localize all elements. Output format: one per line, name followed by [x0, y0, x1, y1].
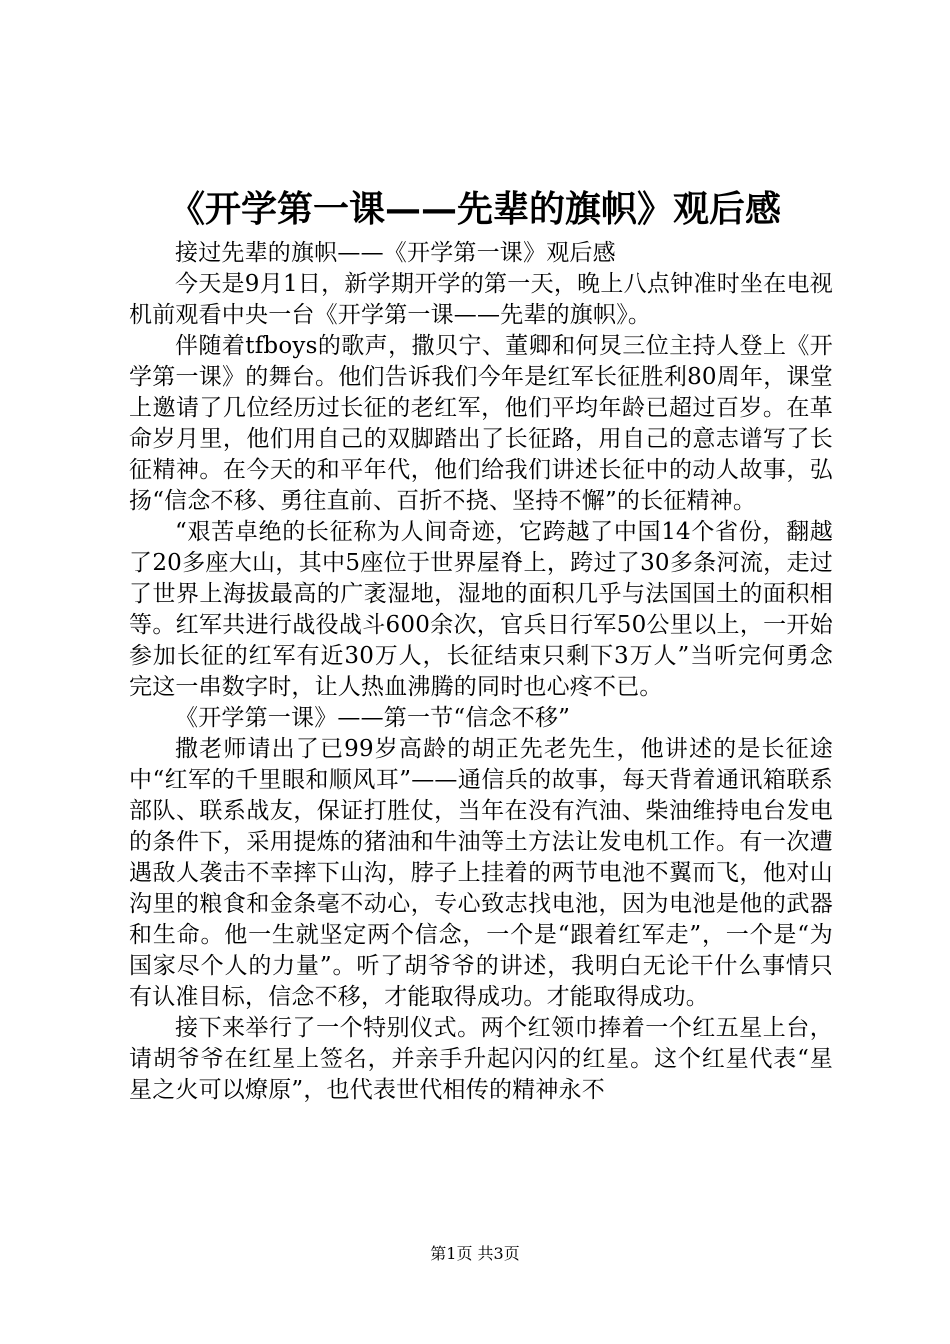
paragraph: 接下来举行了一个特别仪式。两个红领巾捧着一个红五星上台，请胡爷爷在红星上签名，并亲手升起闪闪的红星。这个红星代表“星星之火可以燎原”，也代表世代相传的精神永不 — [129, 1015, 833, 1103]
page-number-footer: 第1页 共3页 — [430, 1244, 520, 1263]
paragraph: 伴随着tfboys的歌声，撒贝宁、董卿和何炅三位主持人登上《开学第一课》的舞台。他们告诉我们今年是红军长征胜利80周年，课堂上邀请了几位经历过长征的老红军，他们平均年龄已超过百岁。在革命岁月里，他们用自己的双脚踏出了长征路，用自己的意志谱写了长征精神。在今天的和平年代，他们给我们讲述长征中的动人故事，弘扬“信念不移、勇往直前、百折不挠、坚持不懈”的长征精神。 — [129, 333, 833, 514]
section-heading: 《开学第一课》——第一节“信念不移” — [175, 705, 571, 731]
paragraph: “艰苦卓绝的长征称为人间奇迹，它跨越了中国14个省份，翻越了20多座大山，其中5座位于世界屋脊上，跨过了30多条河流，走过了世界上海拔最高的广袤湿地，湿地的面积几乎与法国国土的面积相等。红军共进行战役战斗600余次，官兵日行军50公里以上，一开始参加长征的红军有近30万人，长征结束只剩下3万人”当听完何勇念完这一串数字时，让人热血沸腾的同时也心疼不已。 — [129, 519, 833, 700]
document-body — [129, 238, 833, 1106]
document-title: 《开学第一课——先辈的旗帜》观后感 — [168, 188, 781, 230]
paragraph-subtitle: 接过先辈的旗帜——《开学第一课》观后感 — [175, 240, 616, 266]
paragraph: 今天是9月1日，新学期开学的第一天，晚上八点钟准时坐在电视机前观看中央一台《开学第一课——先辈的旗帜》。 — [129, 271, 833, 328]
paragraph: 撒老师请出了已99岁高龄的胡正先老先生，他讲述的是长征途中“红军的千里眼和顺风耳”——通信兵的故事，每天背着通讯箱联系部队、联系战友，保证打胜仗，当年在没有汽油、柴油维持电台发电的条件下，采用提炼的猪油和牛油等土方法让发电机工作。有一次遭遇敌人袭击不幸摔下山沟，脖子上挂着的两节电池不翼而飞，他对山沟里的粮食和金条毫不动心，专心致志找电池，因为电池是他的武器和生命。他一生就坚定两个信念，一个是“跟着红军走”，一个是“为国家尽个人的力量”。听了胡爷爷的讲述，我明白无论干什么事情只有认准目标，信念不移，才能取得成功。才能取得成功。 — [129, 736, 833, 1010]
